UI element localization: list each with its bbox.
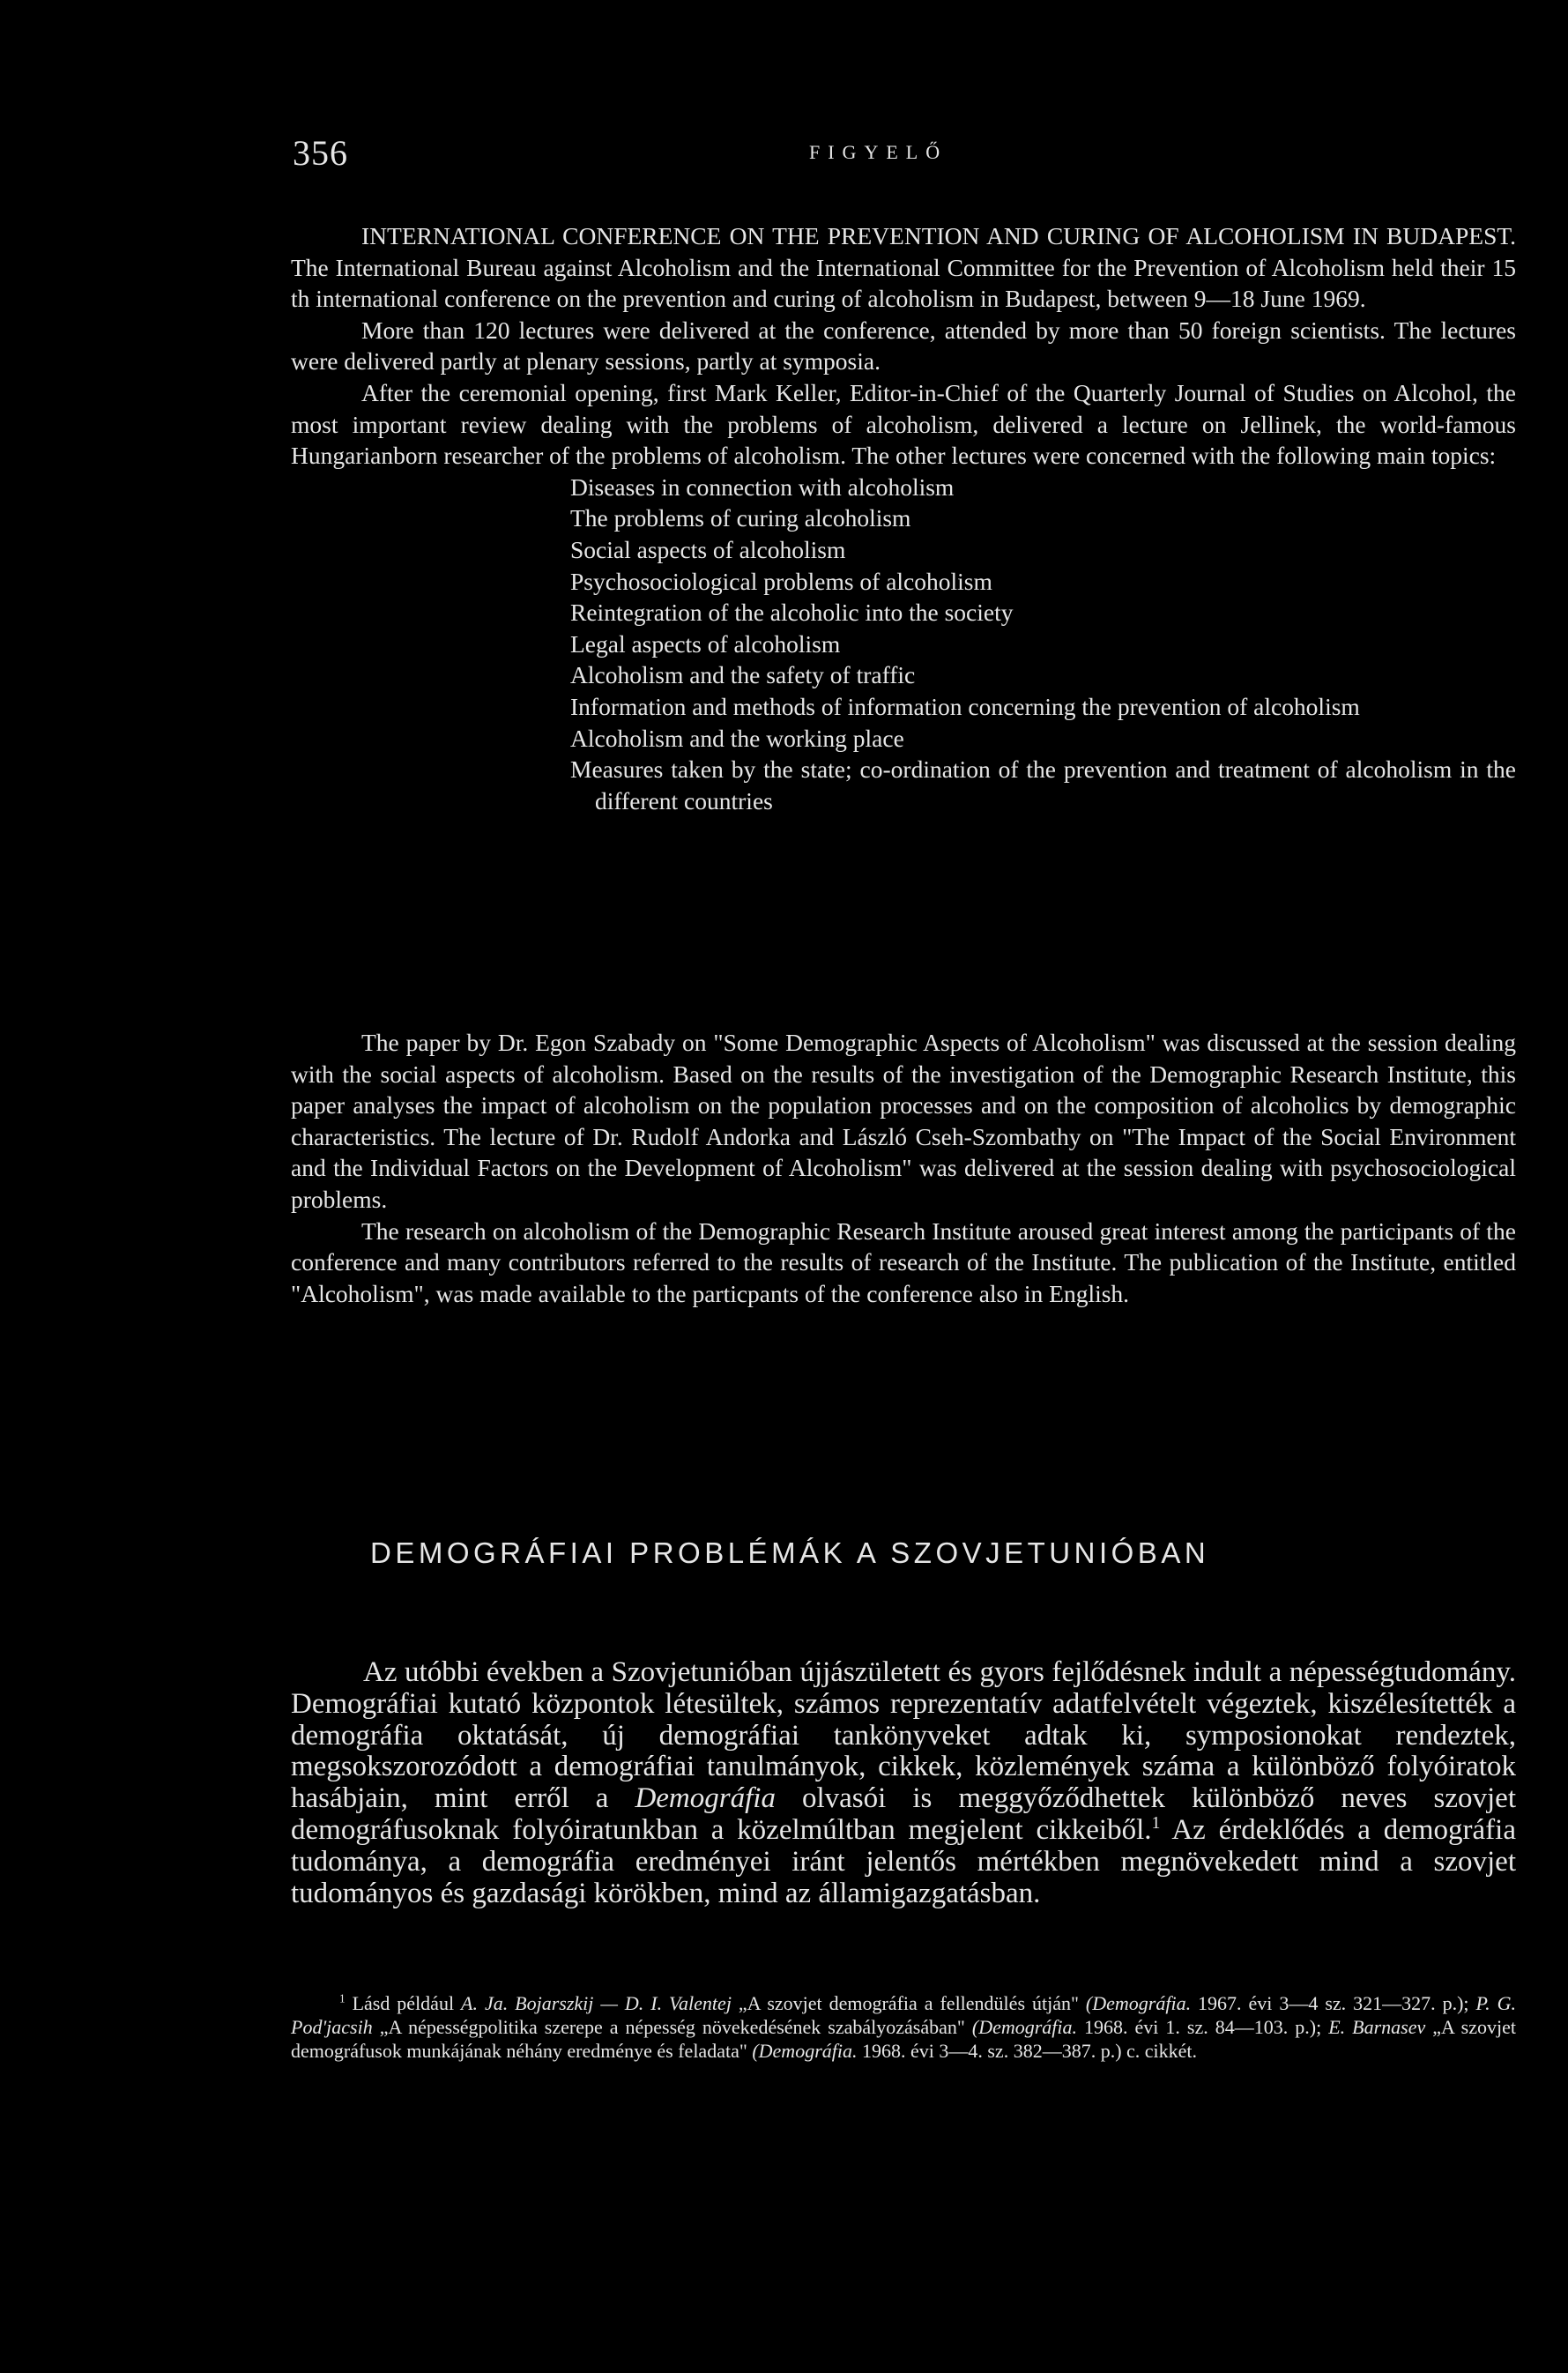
footnote-text xyxy=(291,1992,1516,2063)
topic-item: Diseases in connection with alcoholism xyxy=(570,472,955,501)
footnote xyxy=(291,1992,1516,2063)
body-text: Az utóbbi években a Szovjetunióban újjászületett és gyors fejlődésnek indult a népességtudomány. Demográfiai kutató központok létesültek, számos reprezentatív adatfelvételt végeztek, kiszélesítették a demográfia oktatását, új demográfiai tankönyveket adtak ki, symposionokat rendeztek, megsokszorozódott a demográfiai tanulmányok, cikkek, közlemények száma a különböző folyóiratok hasábjain, mint erről a xyxy=(291,1656,1516,1815)
page-number: 356 xyxy=(293,133,348,173)
topic-item: The problems of curing alcoholism xyxy=(570,504,911,532)
paragraph-szabady-paper: The paper by Dr. Egon Szabady on "Some Demographic Aspects of Alcoholism" was discussed at the session dealing with the social aspects of alcoholism. Based on the results of the investigation of the Demographic Research Institute, this paper analyses the impact of alcoholism on the population processes and on the composition of alcoholics by demographic characteristics. The lecture of Dr. Rudolf Andorka and László Cseh-Szombathy on "The Impact of the Social Environment and the Individual Factors on the Development of Alcoholism" was delivered at the session dealing with psychosociological problems. xyxy=(291,1029,1516,1213)
footnote-journal: (Demográfia. xyxy=(1085,1992,1192,2014)
journal-name: Demográfia xyxy=(635,1782,776,1815)
paragraph-institute-research: The research on alcoholism of the Demographic Research Institute aroused great interest among the participants of the conference and many contributors referred to the results of research of the Institute. The publication of the Institute, entitled "Alcoholism", was made available to the particpants of the conference also in English. xyxy=(291,1216,1516,1307)
footnote-author: P. G. Pod'jacsih xyxy=(291,1992,1516,2038)
footnote-journal: (Demográfia. xyxy=(971,2015,1078,2038)
running-head: FIGYELŐ xyxy=(809,141,948,163)
body-text: olvasói is meggyőződhettek különböző neves szovjet demográfusoknak folyóiratunkban a közelmúltban megjelent cikkeiből. xyxy=(291,1782,1516,1846)
topic-item: Legal aspects of alcoholism xyxy=(570,629,841,658)
topic-item: Information and methods of information concerning the prevention of alcoholism xyxy=(570,692,1360,720)
topic-item: Alcoholism and the working place xyxy=(570,724,904,752)
footnote-author: A. Ja. Bojarszkij — D. I. Valentej xyxy=(461,1992,732,2014)
topic-item: Alcoholism and the safety of traffic xyxy=(570,661,916,689)
footnote-journal: (Demográfia. xyxy=(752,2039,858,2062)
footnote-author: E. Barnasev xyxy=(1328,2015,1426,2038)
article-title-soviet-demography: DEMOGRÁFIAI PROBLÉMÁK A SZOVJETUNIÓBAN xyxy=(370,1536,1210,1569)
footnote-segment: 1968. évi 1. sz. 84—103. p.); xyxy=(1077,2015,1329,2038)
footnote-segment: 1967. évi 3—4 sz. 321—327. p.); xyxy=(1191,1992,1476,2014)
intro-text: The International Bureau against Alcoholism and the International Committee for the Prevention of Alcoholism held their 15 th international conference on the prevention and curing of alcoholism in Budapest, between 9—18 June 1969. xyxy=(291,253,1516,313)
topic-item: Social aspects of alcoholism xyxy=(570,535,846,563)
footnote-segment: „A szovjet demográfia a fellendülés útján" xyxy=(731,1992,1086,2014)
footnote-segment: Lásd például xyxy=(345,1992,462,2014)
footnote-reference: 1 xyxy=(1151,1812,1161,1833)
footnote-segment: „A szovjet demográfusok munkájának néhány eredménye és feladata" xyxy=(291,2015,1516,2062)
paragraph-opening: After the ceremonial opening, first Mark Keller, Editor-in-Chief of the Quarterly Journal of Studies on Alcohol, the most important review dealing with the problems of alcoholism, delivered a lecture on Jellinek, the world-famous Hungarianborn researcher of the problems of alcoholism. The other lectures were concerned with the following main topics: xyxy=(291,378,1516,470)
topic-item: Psychosociological problems of alcoholism xyxy=(570,567,992,595)
article-soviet-demography-body xyxy=(291,1657,1516,1909)
article-intro-paragraph xyxy=(291,220,1516,315)
topic-item: Measures taken by the state; co-ordination of the prevention and treatment of alcoholism in the different countries xyxy=(570,755,1516,815)
paragraph-soviet-demography xyxy=(291,1657,1516,1909)
article-alcoholism-continued xyxy=(291,1027,1516,1309)
footnote-marker: 1 xyxy=(339,1991,346,2005)
article-alcoholism-conference xyxy=(291,220,1516,816)
body-text: Az érdeklődés a demográfia tudománya, a demográfia eredményei iránt jelentős mértékben megnövekedett mind a szovjet tudományos és gazdasági körökben, mind az államigazgatásban. xyxy=(291,1813,1516,1909)
paragraph-lectures: More than 120 lectures were delivered at the conference, attended by more than 50 foreign scientists. The lectures were delivered partly at plenary sessions, partly at symposia. xyxy=(291,316,1516,376)
footnote-segment: 1968. évi 3—4. sz. 382—387. p.) c. cikkét. xyxy=(857,2039,1198,2062)
footnote-segment: „A népességpolitika szerepe a népesség növekedésének szabályozásában" xyxy=(372,2015,972,2038)
topic-list xyxy=(291,472,1516,817)
article-heading: INTERNATIONAL CONFERENCE ON THE PREVENTION AND CURING OF ALCOHOLISM IN BUDAPEST. xyxy=(361,222,1516,249)
topic-item: Reintegration of the alcoholic into the society xyxy=(570,599,1014,627)
